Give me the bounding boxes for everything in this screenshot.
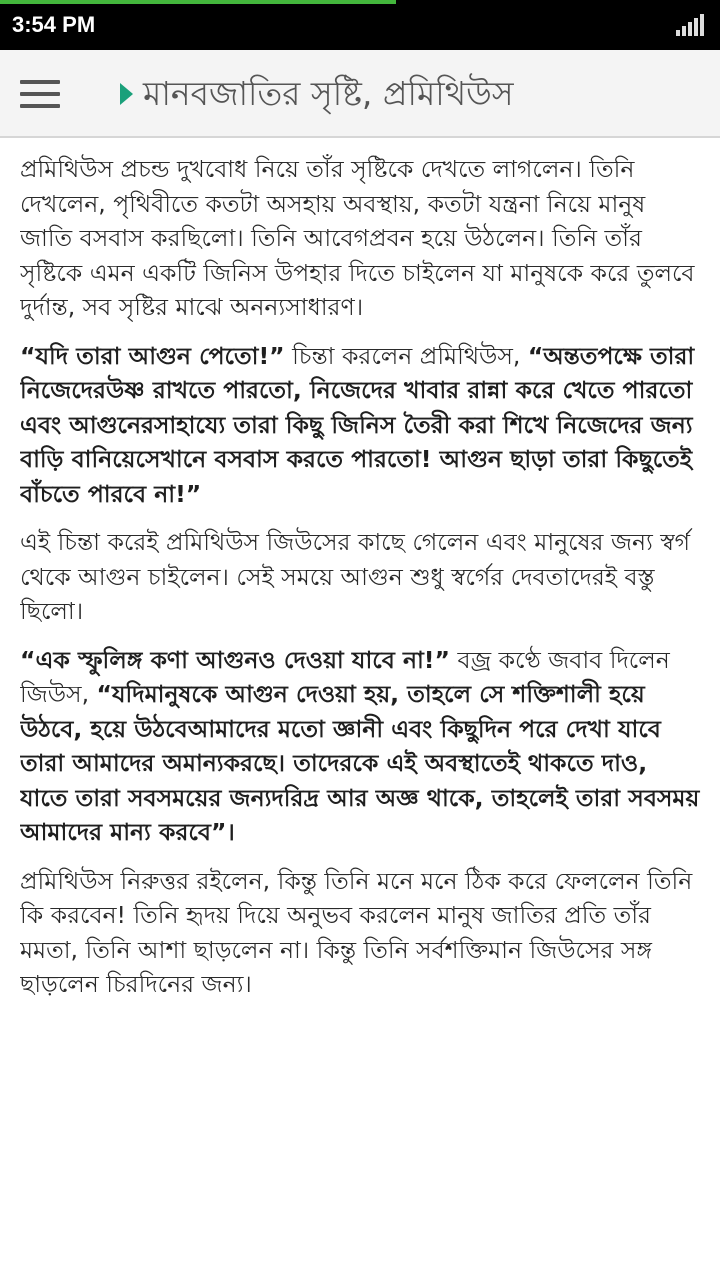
paragraph-text: প্রমিথিউস নিরুত্তর রইলেন, কিন্তু তিনি মনে মনে ঠিক করে ফেললেন তিনি কি করবেন! তিনি হৃদয় দিয়ে অনুভব করলেন মানুষ জাতির প্রতি তাঁর মমতা, তিনি আশা ছাড়লেন না। কিন্তু তিনি সর্বশক্তিমান জিউসের সঙ্গ ছাড়লেন চিরদিনের জন্য। (20, 866, 693, 998)
paragraph-text: এই চিন্তা করেই প্রমিথিউস জিউসের কাছে গেলেন এবং মানুষের জন্য স্বর্গ থেকে আগুন চাইলেন। সেই সময়ে আগুন শুধু স্বর্গের দেবতাদেরই বস্তু ছিলো। (20, 528, 690, 625)
article-paragraph (20, 339, 702, 512)
article-paragraph (20, 525, 702, 629)
paragraph-text: চিন্তা করলেন প্রমিথিউস, (284, 341, 528, 370)
triangle-right-icon (120, 83, 133, 105)
quote-text: “যদিমানুষকে আগুন দেওয়া হয়, তাহলে সে শক্তিশালী হয়ে উঠবে, হয়ে উঠবেআমাদের মতো জ্ঞানী এবং কিছুদিন পরে দেখা যাবে তারা আমাদের অমান্যকরছে। তাদেরকে এই অবস্থাতেই থাকতে দাও, যাতে তারা সবসময়ের জন্যদরিদ্র আর অজ্ঞ থাকে, তাহলেই তারা সবসময় আমাদের মান্য করবে”। (20, 680, 700, 846)
quote-text: “এক স্ফুলিঙ্গ কণা আগুনও দেওয়া যাবে না!” (20, 645, 450, 674)
article-paragraph (20, 152, 702, 325)
paragraph-text: বজ্র কণ্ঠে জবাব দিলেন জিউস, (20, 645, 670, 708)
page-title: মানবজাতির সৃষ্টি, প্রমিথিউস (143, 74, 514, 113)
status-bar (0, 0, 720, 50)
article-paragraph (20, 643, 702, 850)
quote-text: “অন্ততপক্ষে তারা নিজেদেরউষ্ণ রাখতে পারতো, নিজেদের খাবার রান্না করে খেতে পারতো এবং আগুনেরসাহায্যে তারা কিছু জিনিস তৈরী করা শিখে নিজেদের জন্য বাড়ি বানিয়েসেখানে বসবাস করতে পারতো! আগুন ছাড়া তারা কিছুতেই বাঁচতে পারবে না!” (20, 341, 695, 508)
quote-text: “যদি তারা আগুন পেতো!” (20, 341, 285, 370)
article-content (20, 152, 702, 1280)
hamburger-menu-icon[interactable] (20, 80, 60, 110)
loading-progress-bar (0, 0, 396, 4)
status-time: 3:54 PM (12, 12, 96, 37)
signal-bars-icon (676, 14, 710, 36)
app-bar (0, 50, 720, 138)
paragraph-text: প্রমিথিউস প্রচন্ড দুখবোধ নিয়ে তাঁর সৃষ্টিকে দেখতে লাগলেন। তিনি দেখলেন, পৃথিবীতে কতটা অসহায় অবস্থায়, কতটা যন্ত্রনা নিয়ে মানুষ জাতি বসবাস করছিলো। তিনি আবেগপ্রবন হয়ে উঠলেন। তিনি তাঁর সৃষ্টিকে এমন একটি জিনিস উপহার দিতে চাইলেন যা মানুষকে করে তুলবে দুর্দান্ত, সব সৃষ্টির মাঝে অনন্যসাধারণ। (20, 155, 695, 321)
article-paragraph (20, 864, 702, 1002)
